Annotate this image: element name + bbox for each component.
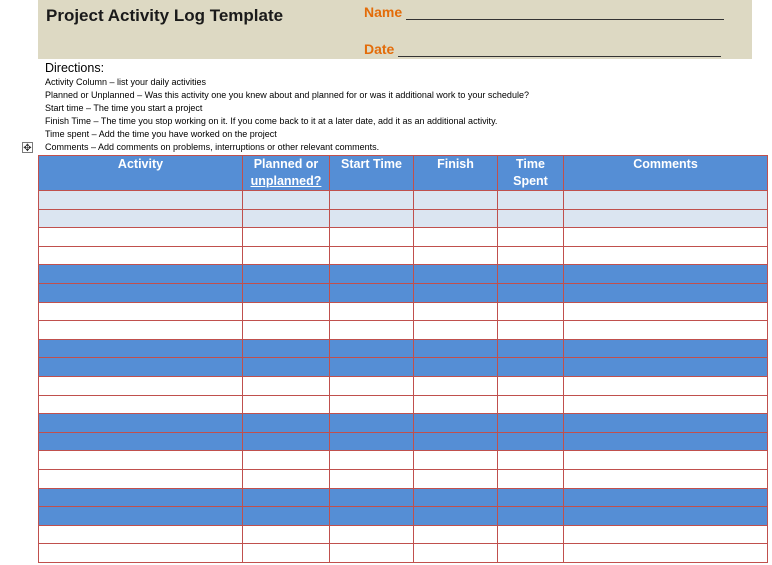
cell-time-spent[interactable]: [498, 469, 564, 488]
cell-comments[interactable]: [564, 469, 768, 488]
table-row: [39, 209, 768, 228]
cell-comments[interactable]: [564, 246, 768, 265]
date-label: Date: [364, 41, 395, 57]
cell-finish[interactable]: [414, 469, 498, 488]
table-row: [39, 395, 768, 414]
cell-activity[interactable]: [39, 358, 243, 377]
cell-planned[interactable]: [243, 507, 330, 526]
cell-planned[interactable]: [243, 488, 330, 507]
cell-planned[interactable]: [243, 191, 330, 210]
directions-block: [45, 61, 765, 154]
cell-activity[interactable]: [39, 451, 243, 470]
cell-activity[interactable]: [39, 321, 243, 340]
cell-start[interactable]: [330, 451, 414, 470]
table-row: [39, 228, 768, 247]
cell-finish[interactable]: [414, 432, 498, 451]
cell-time-spent[interactable]: [498, 228, 564, 247]
cell-planned[interactable]: [243, 358, 330, 377]
cell-time-spent[interactable]: [498, 525, 564, 544]
header-planned: [243, 156, 330, 191]
cell-start[interactable]: [330, 395, 414, 414]
cell-start[interactable]: [330, 321, 414, 340]
cell-start[interactable]: [330, 414, 414, 433]
cell-activity[interactable]: [39, 488, 243, 507]
header-time-line1: Time: [516, 157, 545, 171]
activity-log-table: [38, 155, 768, 563]
cell-activity[interactable]: [39, 228, 243, 247]
document-title: Project Activity Log Template: [46, 6, 284, 25]
table-row: [39, 339, 768, 358]
table-row: [39, 525, 768, 544]
table-row: [39, 507, 768, 526]
table-row: [39, 451, 768, 470]
cell-finish[interactable]: [414, 283, 498, 302]
cell-finish[interactable]: [414, 339, 498, 358]
cell-comments[interactable]: [564, 395, 768, 414]
cell-finish[interactable]: [414, 358, 498, 377]
cell-comments[interactable]: [564, 376, 768, 395]
cell-start[interactable]: [330, 544, 414, 563]
cell-planned[interactable]: [243, 414, 330, 433]
cell-time-spent[interactable]: [498, 358, 564, 377]
cell-time-spent[interactable]: [498, 432, 564, 451]
direction-planned: Planned or Unplanned – Was this activity one you knew about and planned for or was it additional work to your schedule?: [45, 90, 529, 100]
cell-comments[interactable]: [564, 209, 768, 228]
cell-planned[interactable]: [243, 376, 330, 395]
cell-comments[interactable]: [564, 544, 768, 563]
table-row: [39, 544, 768, 563]
cell-finish[interactable]: [414, 209, 498, 228]
cell-finish[interactable]: [414, 488, 498, 507]
cell-start[interactable]: [330, 339, 414, 358]
cell-comments[interactable]: [564, 321, 768, 340]
cell-planned[interactable]: [243, 209, 330, 228]
cell-finish[interactable]: [414, 228, 498, 247]
cell-activity[interactable]: [39, 302, 243, 321]
cell-finish[interactable]: [414, 451, 498, 470]
cell-finish[interactable]: [414, 376, 498, 395]
cell-time-spent[interactable]: [498, 283, 564, 302]
cell-time-spent[interactable]: [498, 209, 564, 228]
direction-finish-time: Finish Time – The time you stop working on it. If you come back to it at a later date, add it as an additional activity.: [45, 116, 498, 126]
cell-time-spent[interactable]: [498, 246, 564, 265]
cell-finish[interactable]: [414, 321, 498, 340]
cell-time-spent[interactable]: [498, 414, 564, 433]
cell-start[interactable]: [330, 209, 414, 228]
direction-activity: Activity Column – list your daily activities: [45, 77, 207, 87]
header-time-spent: [498, 156, 564, 191]
table-body: [39, 191, 768, 563]
table-row: [39, 191, 768, 210]
cell-comments[interactable]: [564, 525, 768, 544]
table-row: [39, 358, 768, 377]
cell-start[interactable]: [330, 525, 414, 544]
cell-comments[interactable]: [564, 283, 768, 302]
cell-comments[interactable]: [564, 228, 768, 247]
date-blank-line[interactable]: [398, 42, 721, 57]
cell-activity[interactable]: [39, 544, 243, 563]
name-blank-line[interactable]: [406, 5, 724, 20]
direction-time-spent: Time spent – Add the time you have worked on the project: [45, 129, 277, 139]
cell-start[interactable]: [330, 469, 414, 488]
cell-planned[interactable]: [243, 469, 330, 488]
cell-finish[interactable]: [414, 414, 498, 433]
header-planned-line2: unplanned?: [250, 174, 322, 188]
cell-planned[interactable]: [243, 525, 330, 544]
cell-planned[interactable]: [243, 451, 330, 470]
cell-activity[interactable]: [39, 191, 243, 210]
name-label: Name: [364, 4, 403, 20]
cell-activity[interactable]: [39, 376, 243, 395]
cell-time-spent[interactable]: [498, 265, 564, 284]
cell-planned[interactable]: [243, 395, 330, 414]
cell-time-spent[interactable]: [498, 191, 564, 210]
cell-planned[interactable]: [243, 544, 330, 563]
cell-comments[interactable]: [564, 507, 768, 526]
cell-start[interactable]: [330, 376, 414, 395]
table-row: [39, 432, 768, 451]
header-finish: Finish: [414, 156, 498, 191]
cell-comments[interactable]: [564, 432, 768, 451]
cell-comments[interactable]: [564, 488, 768, 507]
date-field[interactable]: [364, 41, 721, 57]
header-comments: Comments: [564, 156, 768, 191]
table-row: [39, 321, 768, 340]
cell-planned[interactable]: [243, 265, 330, 284]
cell-activity[interactable]: [39, 209, 243, 228]
cell-time-spent[interactable]: [498, 339, 564, 358]
name-field[interactable]: [364, 4, 724, 20]
cell-time-spent[interactable]: [498, 544, 564, 563]
table-row: [39, 376, 768, 395]
cell-activity[interactable]: [39, 395, 243, 414]
header-planned-line1: Planned or: [253, 157, 319, 171]
directions-heading: Directions:: [45, 61, 105, 75]
cell-activity[interactable]: [39, 432, 243, 451]
cell-activity[interactable]: [39, 469, 243, 488]
cell-planned[interactable]: [243, 302, 330, 321]
table-row: [39, 246, 768, 265]
cell-planned[interactable]: [243, 339, 330, 358]
cell-activity[interactable]: [39, 525, 243, 544]
cell-comments[interactable]: [564, 191, 768, 210]
table-row: [39, 265, 768, 284]
cell-time-spent[interactable]: [498, 302, 564, 321]
cell-time-spent[interactable]: [498, 488, 564, 507]
cell-finish[interactable]: [414, 191, 498, 210]
cell-finish[interactable]: [414, 265, 498, 284]
cell-planned[interactable]: [243, 432, 330, 451]
cell-activity[interactable]: [39, 265, 243, 284]
title-banner: [38, 0, 752, 59]
direction-comments: Comments – Add comments on problems, interruptions or other relevant comments.: [45, 142, 380, 152]
cell-finish[interactable]: [414, 395, 498, 414]
cell-start[interactable]: [330, 191, 414, 210]
header-time-line2: Spent: [513, 174, 548, 188]
cell-start[interactable]: [330, 432, 414, 451]
cell-activity[interactable]: [39, 339, 243, 358]
cell-time-spent[interactable]: [498, 451, 564, 470]
cell-activity[interactable]: [39, 507, 243, 526]
cell-finish[interactable]: [414, 507, 498, 526]
cell-planned[interactable]: [243, 246, 330, 265]
cell-start[interactable]: [330, 488, 414, 507]
cell-planned[interactable]: [243, 228, 330, 247]
table-header-row: [39, 156, 768, 191]
cell-start[interactable]: [330, 507, 414, 526]
cell-start[interactable]: [330, 228, 414, 247]
table-row: [39, 283, 768, 302]
cell-time-spent[interactable]: [498, 507, 564, 526]
cell-time-spent[interactable]: [498, 376, 564, 395]
cell-planned[interactable]: [243, 321, 330, 340]
cell-activity[interactable]: [39, 283, 243, 302]
cell-finish[interactable]: [414, 302, 498, 321]
cell-start[interactable]: [330, 246, 414, 265]
cell-activity[interactable]: [39, 414, 243, 433]
table-move-handle-icon[interactable]: ✥: [23, 143, 32, 154]
table-row: [39, 488, 768, 507]
cell-finish[interactable]: [414, 544, 498, 563]
cell-finish[interactable]: [414, 246, 498, 265]
table-row: [39, 414, 768, 433]
cell-comments[interactable]: [564, 414, 768, 433]
cell-comments[interactable]: [564, 302, 768, 321]
cell-start[interactable]: [330, 265, 414, 284]
cell-start[interactable]: [330, 358, 414, 377]
direction-start-time: Start time – The time you start a project: [45, 103, 203, 113]
cell-planned[interactable]: [243, 283, 330, 302]
table-row: [39, 302, 768, 321]
cell-start[interactable]: [330, 302, 414, 321]
cell-time-spent[interactable]: [498, 395, 564, 414]
header-activity: Activity: [39, 156, 243, 191]
table-row: [39, 469, 768, 488]
cell-time-spent[interactable]: [498, 321, 564, 340]
cell-activity[interactable]: [39, 246, 243, 265]
cell-comments[interactable]: [564, 451, 768, 470]
cell-comments[interactable]: [564, 358, 768, 377]
cell-start[interactable]: [330, 283, 414, 302]
cell-finish[interactable]: [414, 525, 498, 544]
header-start-time: Start Time: [330, 156, 414, 191]
cell-comments[interactable]: [564, 339, 768, 358]
cell-comments[interactable]: [564, 265, 768, 284]
